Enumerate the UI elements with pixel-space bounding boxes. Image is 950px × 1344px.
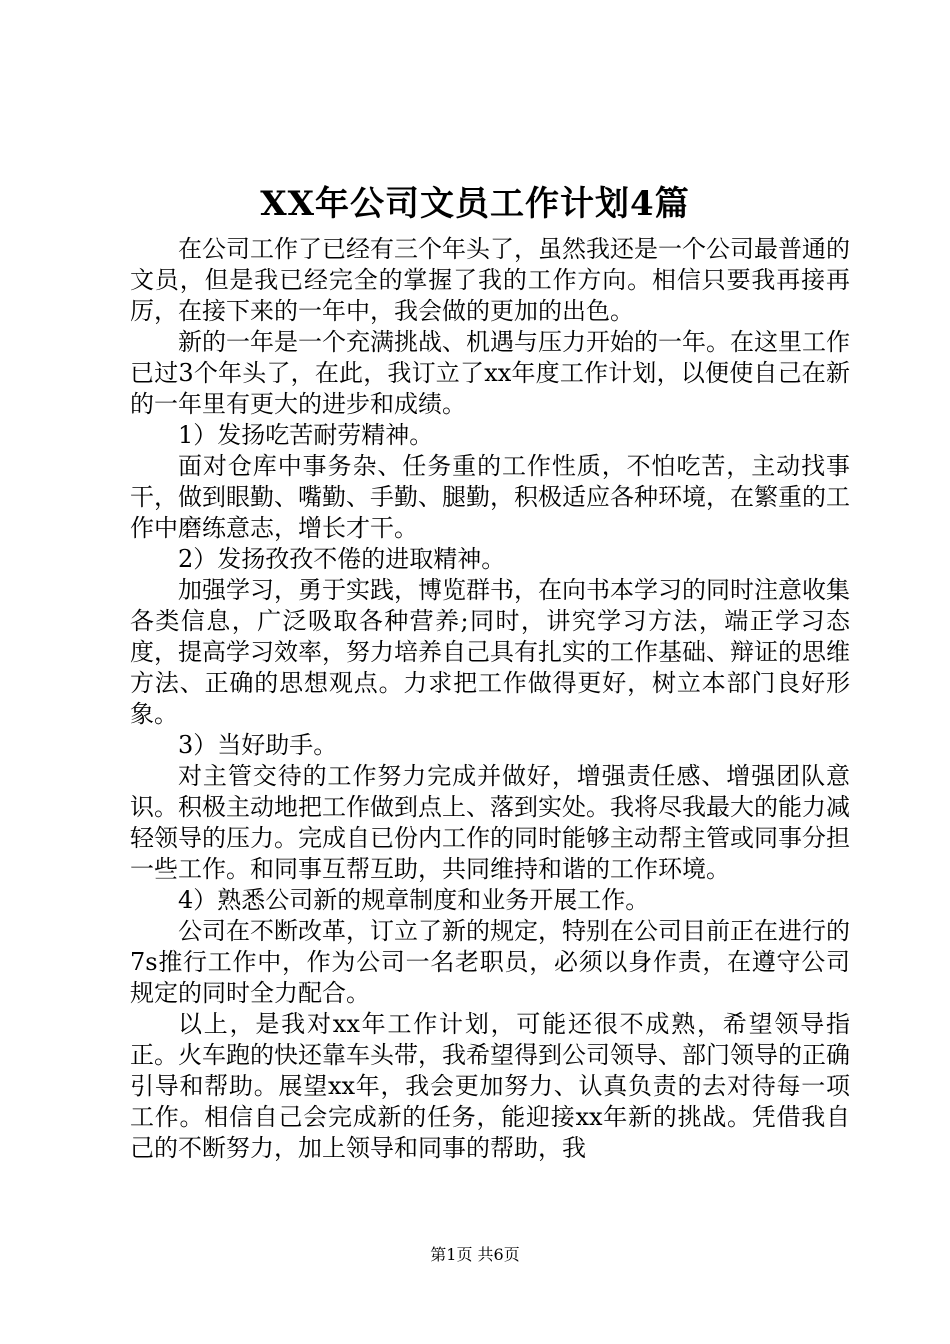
document-body bbox=[130, 234, 850, 1164]
page-number-footer: 第1页 共6页 bbox=[430, 1245, 520, 1264]
section-heading: 3）当好助手。 bbox=[178, 731, 338, 759]
paragraph: 新的一年是一个充满挑战、机遇与压力开始的一年。在这里工作已过3个年头了，在此，我订立了xx年度工作计划，以便使自己在新的一年里有更大的进步和成绩。 bbox=[130, 328, 850, 418]
paragraph: 在公司工作了已经有三个年头了，虽然我还是一个公司最普通的文员，但是我已经完全的掌握了我的工作方向。相信只要我再接再厉，在接下来的一年中，我会做的更加的出色。 bbox=[130, 235, 850, 325]
document-title: XX年公司文员工作计划4篇 bbox=[260, 184, 690, 224]
paragraph: 以上，是我对xx年工作计划，可能还很不成熟，希望领导指正。火车跑的快还靠车头带，我希望得到公司领导、部门领导的正确引导和帮助。展望xx年，我会更加努力、认真负责的去对待每一项工作。相信自己会完成新的任务，能迎接xx年新的挑战。凭借我自己的不断努力，加上领导和同事的帮助，我 bbox=[130, 1010, 850, 1162]
paragraph: 面对仓库中事务杂、任务重的工作性质，不怕吃苦，主动找事干，做到眼勤、嘴勤、手勤、腿勤，积极适应各种环境，在繁重的工作中磨练意志，增长才干。 bbox=[130, 452, 850, 542]
section-heading: 4）熟悉公司新的规章制度和业务开展工作。 bbox=[178, 886, 650, 914]
paragraph: 对主管交待的工作努力完成并做好，增强责任感、增强团队意识。积极主动地把工作做到点上、落到实处。我将尽我最大的能力减轻领导的压力。完成自已份内工作的同时能够主动帮主管或同事分担一些工作。和同事互帮互助，共同维持和谐的工作环境。 bbox=[130, 762, 850, 883]
paragraph: 加强学习，勇于实践，博览群书，在向书本学习的同时注意收集各类信息，广泛吸取各种营养;同时，讲究学习方法，端正学习态度，提高学习效率，努力培养自己具有扎实的工作基础、辩证的思维方法、正确的思想观点。力求把工作做得更好，树立本部门良好形象。 bbox=[130, 576, 850, 728]
section-heading: 1）发扬吃苦耐劳精神。 bbox=[178, 421, 434, 449]
paragraph: 公司在不断改革，订立了新的规定，特别在公司目前正在进行的7s推行工作中，作为公司一名老职员，必须以身作责，在遵守公司规定的同时全力配合。 bbox=[130, 917, 850, 1007]
section-heading: 2）发扬孜孜不倦的进取精神。 bbox=[178, 545, 506, 573]
